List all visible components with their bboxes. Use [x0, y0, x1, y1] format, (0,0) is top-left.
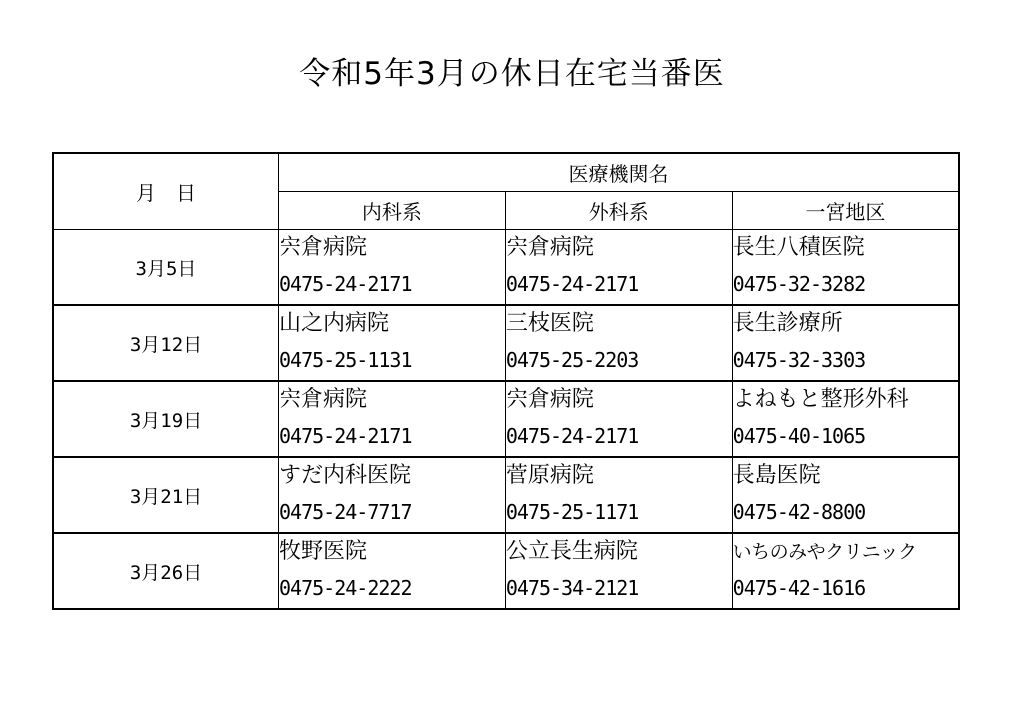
surgical-cell [505, 457, 732, 533]
table-row [53, 533, 959, 609]
clinic-name: よねもと整形外科 [732, 387, 909, 412]
clinic-name: 牧野医院 [279, 539, 368, 564]
row-date: 3月12日 [53, 305, 279, 381]
clinic-phone: 0475-24-2171 [505, 424, 639, 448]
internal-cell [279, 457, 506, 533]
clinic-name: 山之内病院 [279, 311, 390, 336]
table-row [53, 305, 959, 381]
surgical-cell [505, 533, 732, 609]
clinic-phone: 0475-24-2171 [505, 272, 639, 296]
clinic-phone: 0475-25-2203 [505, 348, 639, 372]
table-row [53, 230, 959, 306]
ichinomiya-cell [732, 457, 959, 533]
duty-doctor-table [52, 152, 960, 610]
clinic-phone: 0475-25-1171 [505, 500, 639, 524]
internal-cell [279, 533, 506, 609]
row-date: 3月19日 [53, 381, 279, 457]
clinic-name: 長島医院 [732, 463, 821, 488]
clinic-phone: 0475-40-1065 [732, 424, 866, 448]
header-internal: 内科系 [279, 192, 506, 230]
header-ichinomiya: 一宮地区 [732, 192, 959, 230]
header-institution-name: 医療機関名 [279, 153, 960, 192]
clinic-phone: 0475-32-3303 [732, 348, 866, 372]
clinic-name: 宍倉病院 [505, 235, 594, 260]
ichinomiya-cell [732, 230, 959, 306]
clinic-phone: 0475-32-3282 [732, 272, 866, 296]
clinic-name: 長生八積医院 [732, 235, 865, 260]
internal-cell [279, 381, 506, 457]
clinic-name: 宍倉病院 [279, 235, 368, 260]
clinic-phone: 0475-25-1131 [279, 348, 412, 372]
header-date: 月 日 [53, 153, 279, 230]
row-date: 3月21日 [53, 457, 279, 533]
surgical-cell [505, 230, 732, 306]
surgical-cell [505, 381, 732, 457]
clinic-phone: 0475-34-2121 [505, 576, 639, 600]
row-date: 3月5日 [53, 230, 279, 306]
table-row [53, 381, 959, 457]
clinic-phone: 0475-24-2222 [279, 576, 412, 600]
clinic-name: 菅原病院 [505, 463, 594, 488]
clinic-name: 長生診療所 [732, 311, 843, 336]
clinic-name: いちのみやクリニック [732, 541, 917, 563]
clinic-name: 公立長生病院 [505, 539, 638, 564]
clinic-phone: 0475-24-2171 [279, 272, 412, 296]
ichinomiya-cell [732, 381, 959, 457]
header-row-top [53, 153, 959, 192]
surgical-cell [505, 305, 732, 381]
clinic-phone: 0475-42-8800 [732, 500, 866, 524]
clinic-phone: 0475-24-7717 [279, 500, 412, 524]
clinic-name: 宍倉病院 [279, 387, 368, 412]
page-title: 令和5年3月の休日在宅当番医 [299, 56, 725, 92]
clinic-name: 宍倉病院 [505, 387, 594, 412]
ichinomiya-cell [732, 533, 959, 609]
internal-cell [279, 230, 506, 306]
clinic-phone: 0475-42-1616 [732, 576, 866, 600]
clinic-name: 三枝医院 [505, 311, 594, 336]
clinic-name: すだ内科医院 [279, 463, 412, 488]
header-surgical: 外科系 [505, 192, 732, 230]
clinic-phone: 0475-24-2171 [279, 424, 412, 448]
ichinomiya-cell [732, 305, 959, 381]
internal-cell [279, 305, 506, 381]
row-date: 3月26日 [53, 533, 279, 609]
table-row [53, 457, 959, 533]
